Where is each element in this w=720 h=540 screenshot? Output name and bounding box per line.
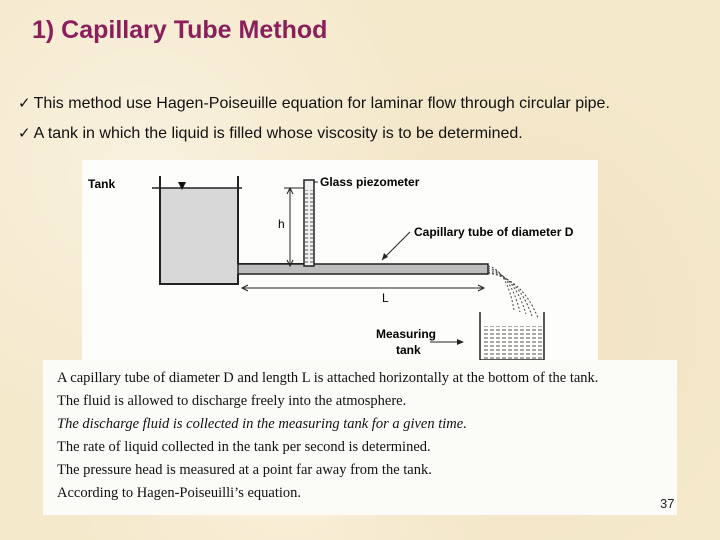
arrow-icon bbox=[382, 253, 388, 260]
label-glass-piezometer: Glass piezometer bbox=[320, 175, 420, 189]
measuring-tank-liquid bbox=[482, 326, 542, 359]
bullet-text: This method use Hagen-Poiseuille equation for laminar flow through circular pipe. bbox=[33, 95, 610, 112]
arrow-icon bbox=[457, 339, 464, 345]
label-capillary-tube: Capillary tube of diameter D bbox=[414, 225, 574, 239]
tank-liquid bbox=[160, 188, 238, 284]
label-L: L bbox=[382, 291, 389, 305]
label-tank: Tank bbox=[88, 177, 116, 191]
capillary-diagram bbox=[82, 160, 598, 370]
page-number: 37 bbox=[660, 496, 675, 511]
caption-line: The pressure head is measured at a point far away from the tank. bbox=[57, 462, 432, 478]
bullet-item bbox=[18, 94, 610, 113]
capillary-diagram-svg bbox=[82, 160, 598, 370]
label-measuring: Measuring bbox=[376, 327, 437, 341]
caption-line: A capillary tube of diameter D and length L is attached horizontally at the bottom of the tank. bbox=[57, 370, 599, 386]
slide-title: 1) Capillary Tube Method bbox=[32, 16, 328, 44]
check-icon: ✓ bbox=[18, 125, 31, 142]
capillary-tube bbox=[238, 264, 488, 274]
label-tank-2: tank bbox=[396, 343, 421, 357]
bullet-text: A tank in which the liquid is filled whose viscosity is to be determined. bbox=[33, 125, 523, 142]
bullet-item bbox=[18, 124, 523, 143]
caption-line: According to Hagen-Poiseuilli’s equation. bbox=[57, 485, 302, 501]
label-h: h bbox=[278, 217, 285, 231]
piezometer-liquid bbox=[305, 190, 313, 265]
caption-line: The discharge fluid is collected in the measuring tank for a given time. bbox=[57, 416, 467, 432]
caption-line: The rate of liquid collected in the tank per second is determined. bbox=[57, 439, 431, 455]
caption-line: The fluid is allowed to discharge freely into the atmosphere. bbox=[57, 393, 407, 409]
caption-panel bbox=[43, 360, 677, 515]
check-icon: ✓ bbox=[18, 95, 31, 112]
discharge-jet bbox=[488, 266, 538, 318]
